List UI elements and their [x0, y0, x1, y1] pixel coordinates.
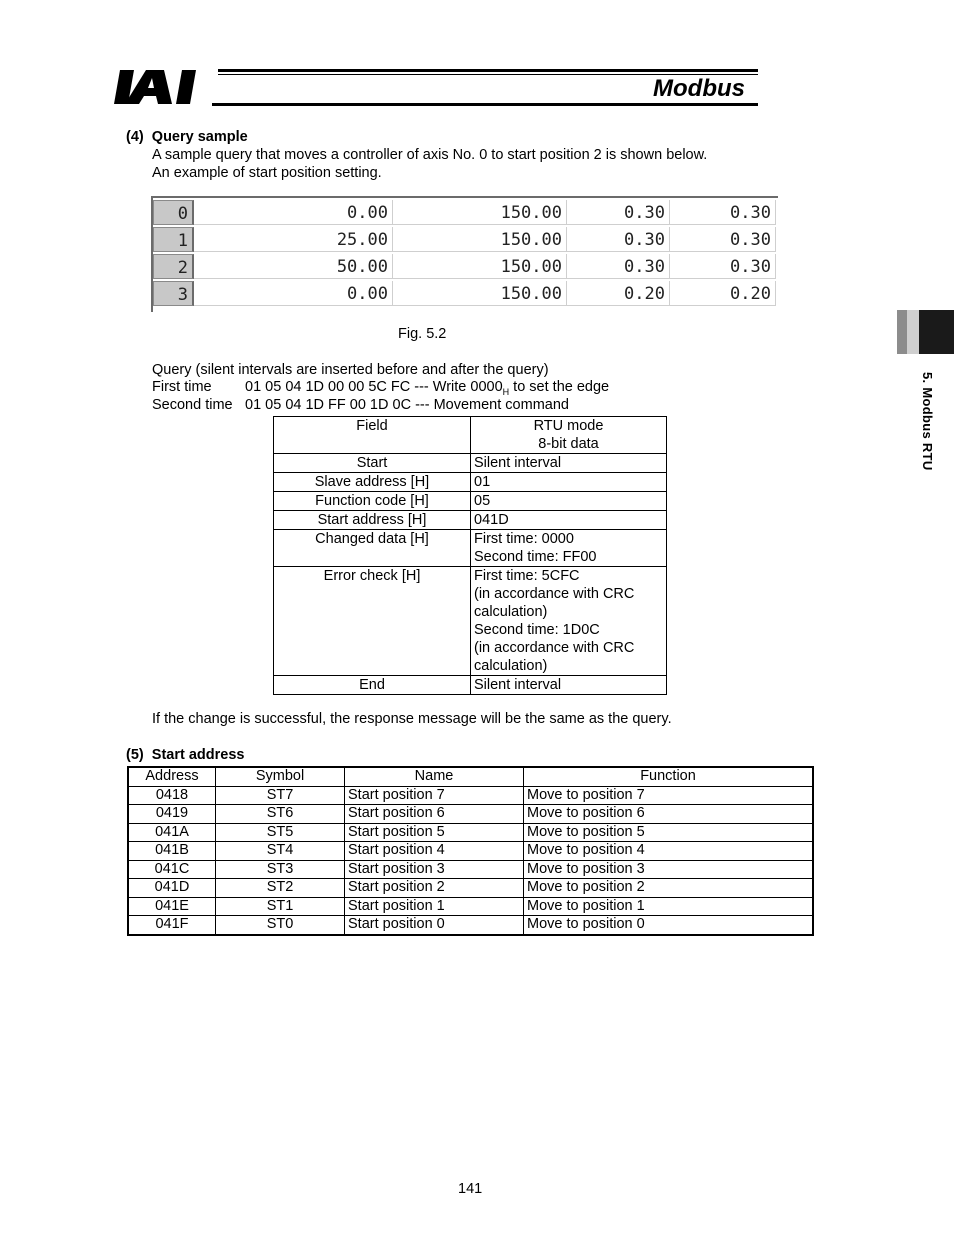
symbol-cell: ST4 [216, 842, 345, 861]
query-table-field: Start [274, 454, 471, 473]
query-table-row [274, 473, 667, 492]
query-table-field: Function code [H] [274, 492, 471, 511]
address-table-row [128, 897, 813, 916]
figure-cell: 0.30 [567, 200, 670, 225]
section4-number: (4) [126, 129, 144, 145]
query-table-head-mode-line1: RTU mode [533, 418, 604, 434]
side-tab-marker-black [919, 310, 954, 354]
section4-text-2: An example of start position setting. [152, 165, 382, 181]
figure-row-index: 1 [153, 227, 194, 252]
name-cell: Start position 4 [345, 842, 524, 861]
address-cell: 041D [128, 879, 216, 898]
query-table-row [274, 492, 667, 511]
figure-cell: 0.20 [567, 281, 670, 306]
query-table-row [274, 567, 667, 676]
figure-row-index: 2 [153, 254, 194, 279]
query-second-label: Second time [152, 397, 233, 413]
address-table-row [128, 842, 813, 861]
query-table-field: Start address [H] [274, 511, 471, 530]
figure-row-index: 0 [153, 200, 194, 225]
figure-cell: 0.30 [670, 254, 776, 279]
figure-cell: 0.20 [670, 281, 776, 306]
figure-caption: Fig. 5.2 [398, 326, 447, 342]
query-table-value-line: 041D [474, 512, 509, 528]
address-table-row [128, 879, 813, 898]
query-field-table [273, 416, 667, 695]
address-table-row [128, 805, 813, 824]
name-cell: Start position 6 [345, 805, 524, 824]
query-table-value-line: calculation) [474, 604, 548, 620]
figure-cell: 0.00 [194, 200, 393, 225]
figure-row [153, 200, 778, 227]
name-cell: Start position 0 [345, 916, 524, 935]
figure-row [153, 281, 778, 308]
query-table-value-line: calculation) [474, 658, 548, 674]
section4-text-1: A sample query that moves a controller of axis No. 0 to start position 2 is shown below. [152, 147, 708, 163]
query-first-value-main: 01 05 04 1D 00 00 5C FC --- Write 0000 [245, 379, 503, 395]
query-table-value-line: 05 [474, 493, 491, 509]
query-table-value [471, 473, 667, 492]
symbol-cell: ST3 [216, 860, 345, 879]
figure-cell: 0.30 [670, 200, 776, 225]
query-first-label: First time [152, 379, 212, 395]
symbol-cell: ST7 [216, 786, 345, 805]
query-table-row [274, 454, 667, 473]
query-table-head-mode [471, 417, 667, 454]
query-table-value [471, 454, 667, 473]
query-table-value-line: (in accordance with CRC [474, 640, 635, 656]
section5-heading [126, 747, 244, 763]
query-table-value-line: Second time: FF00 [474, 549, 597, 565]
figure-cell: 50.00 [194, 254, 393, 279]
function-cell: Move to position 7 [524, 786, 814, 805]
symbol-cell: ST5 [216, 823, 345, 842]
name-cell: Start position 7 [345, 786, 524, 805]
section5-number: (5) [126, 747, 144, 763]
name-cell: Start position 5 [345, 823, 524, 842]
function-cell: Move to position 3 [524, 860, 814, 879]
response-note: If the change is successful, the response message will be the same as the query. [152, 711, 672, 727]
query-table-field: Slave address [H] [274, 473, 471, 492]
figure-cell: 0.30 [670, 227, 776, 252]
address-table-row [128, 860, 813, 879]
address-table-header: Function [524, 767, 814, 786]
query-table-header-row [274, 417, 667, 454]
address-table-row [128, 786, 813, 805]
query-table-value [471, 676, 667, 695]
address-table-row [128, 916, 813, 935]
function-cell: Move to position 5 [524, 823, 814, 842]
query-table-value-line: 01 [474, 474, 491, 490]
figure-cell: 150.00 [393, 227, 567, 252]
header-title: Modbus [653, 75, 745, 102]
symbol-cell: ST2 [216, 879, 345, 898]
address-table-header: Address [128, 767, 216, 786]
header-rule-top [218, 69, 758, 72]
query-table-value-line: First time: 0000 [474, 531, 574, 547]
address-table-header-row [128, 767, 813, 786]
query-table-value-line: Silent interval [474, 455, 562, 471]
function-cell: Move to position 2 [524, 879, 814, 898]
address-cell: 041E [128, 897, 216, 916]
query-table-value [471, 492, 667, 511]
query-table-value-line: First time: 5CFC [474, 568, 580, 584]
function-cell: Move to position 6 [524, 805, 814, 824]
query-table-head-field: Field [274, 417, 471, 454]
function-cell: Move to position 4 [524, 842, 814, 861]
query-intro: Query (silent intervals are inserted before and after the query) [152, 362, 549, 378]
section4-title: Query sample [151, 129, 248, 145]
figure-cell: 25.00 [194, 227, 393, 252]
address-cell: 041C [128, 860, 216, 879]
query-table-field: Error check [H] [274, 567, 471, 676]
query-table-value [471, 511, 667, 530]
symbol-cell: ST1 [216, 897, 345, 916]
figure-cell: 0.30 [567, 227, 670, 252]
query-table-field: Changed data [H] [274, 530, 471, 567]
side-tab-label: 5. Modbus RTU [920, 372, 935, 471]
page-number: 141 [458, 1181, 483, 1197]
query-table-row [274, 511, 667, 530]
figure-cell: 0.00 [194, 281, 393, 306]
position-table-figure [151, 196, 778, 312]
symbol-cell: ST6 [216, 805, 345, 824]
query-first-value [245, 379, 609, 397]
address-cell: 0419 [128, 805, 216, 824]
query-first-value-subscript: H [502, 386, 510, 397]
name-cell: Start position 3 [345, 860, 524, 879]
address-table-header: Name [345, 767, 524, 786]
function-cell: Move to position 1 [524, 897, 814, 916]
query-table-field: End [274, 676, 471, 695]
query-table-value [471, 567, 667, 676]
name-cell: Start position 2 [345, 879, 524, 898]
query-first-value-tail: to set the edge [509, 379, 610, 395]
query-table-head-mode-line2: 8-bit data [538, 436, 599, 452]
iai-logo [112, 66, 212, 108]
figure-cell: 0.30 [567, 254, 670, 279]
symbol-cell: ST0 [216, 916, 345, 935]
address-table-row [128, 823, 813, 842]
address-cell: 0418 [128, 786, 216, 805]
query-table-value [471, 530, 667, 567]
query-table-value-line: (in accordance with CRC [474, 586, 635, 602]
figure-cell: 150.00 [393, 254, 567, 279]
query-table-value-line: Second time: 1D0C [474, 622, 600, 638]
query-second-value: 01 05 04 1D FF 00 1D 0C --- Movement command [245, 397, 569, 413]
section5-title: Start address [151, 747, 245, 763]
query-table-row [274, 676, 667, 695]
header-rule-bottom [212, 103, 758, 106]
query-table-value-line: Silent interval [474, 677, 562, 693]
side-tab-marker-light [907, 310, 919, 354]
address-table-header: Symbol [216, 767, 345, 786]
start-address-table [127, 766, 814, 936]
address-cell: 041F [128, 916, 216, 935]
section4-heading [126, 129, 248, 145]
figure-row [153, 254, 778, 281]
figure-row-index: 3 [153, 281, 194, 306]
function-cell: Move to position 0 [524, 916, 814, 935]
name-cell: Start position 1 [345, 897, 524, 916]
query-table-row [274, 530, 667, 567]
figure-row [153, 227, 778, 254]
address-cell: 041B [128, 842, 216, 861]
figure-cell: 150.00 [393, 200, 567, 225]
address-cell: 041A [128, 823, 216, 842]
figure-cell: 150.00 [393, 281, 567, 306]
